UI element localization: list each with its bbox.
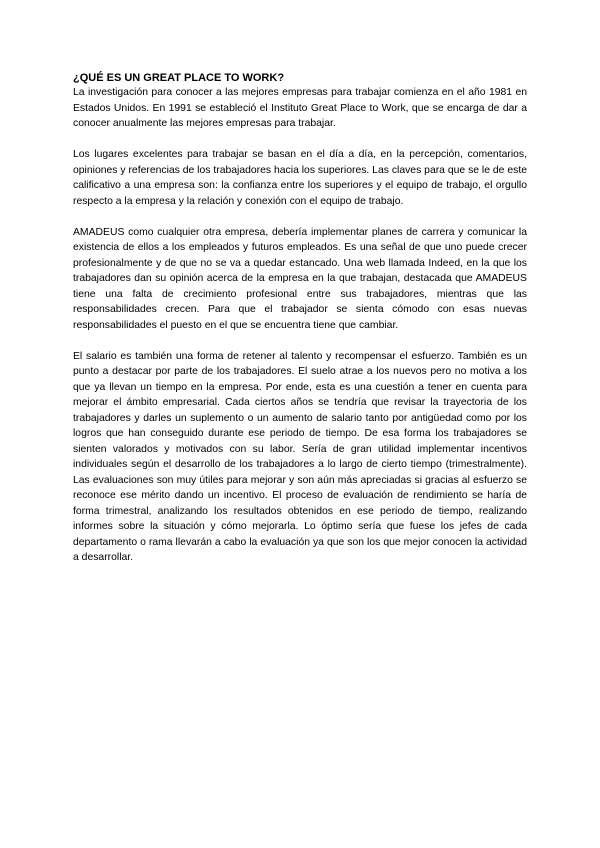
paragraph-amadeus: AMADEUS como cualquier otra empresa, debería implementar planes de carrera y comunicar la existencia de ellos a los empleados y futuros empleados. Es una señal de que uno puede crecer profesionalmente y de que no se va a quedar estancado. Una web llamada Indeed, en la que los trabajadores dan su opinión acerca de la empresa en la que trabajan, destacada que AMADEUS tiene una falta de crecimiento profesional entre sus trabajadores, mientras que las responsabilidades crecen. Para que el trabajador se sienta cómodo con esas nuevas responsabilidades el puesto en el que se encuentra tiene que cambiar. bbox=[73, 226, 527, 331]
document-page bbox=[73, 72, 527, 581]
paragraph-history: La investigación para conocer a las mejores empresas para trabajar comienza en el año 1981 en Estados Unidos. En 1991 se estableció el Instituto Great Place to Work, que se encarga de dar a conocer anualmente las mejores empresas para trabajar. bbox=[73, 87, 527, 129]
paragraph-keys: Los lugares excelentes para trabajar se basan en el día a día, en la percepción, comentarios, opiniones y referencias de los trabajadores hacia los superiores. Las claves para que se le de este calificativo a una empresa son: la confianza entre los superiores y el equipo de trabajo, el orgullo respecto a la empresa y la relación y conexión con el equipo de trabajo. bbox=[73, 149, 527, 207]
document-title: ¿QUÉ ES UN GREAT PLACE TO WORK? bbox=[73, 72, 285, 84]
paragraph-salary: El salario es también una forma de retener al talento y recompensar el esfuerzo. También es un punto a destacar por parte de los trabajadores. El suelo atrae a los nuevos pero no motiva a los que ya llevan un tiempo en la empresa. Por ende, esta es una cuestión a tener en cuenta para mejorar el ámbito empresarial. Cada ciertos años se tendría que revisar la trayectoria de los trabajadores y darles un suplemento o un aumento de salario tanto por antigüedad como por los logros que han conseguido durante ese periodo de tiempo. De esa forma los trabajadores se sienten valorados y motivados con su labor. Sería de gran utilidad implementar incentivos individuales según el desarrollo de los trabajadores a lo largo de cierto tiempo (trimestralmente). Las evaluaciones son muy útiles para mejorar y son aún más apreciadas si gracias al esfuerzo se reconoce ese mérito dando un incentivo. El proceso de evaluación de rendimiento se haría de forma trimestral, analizando los resultados obtenidos en ese periodo de tiempo, realizando informes sobre la situación y cómo mejorarla. Lo óptimo sería que fuese los jefes de cada departamento o rama llevarán a cabo la evaluación ya que son los que mejor conocen la actividad a desarrollar. bbox=[73, 350, 527, 563]
